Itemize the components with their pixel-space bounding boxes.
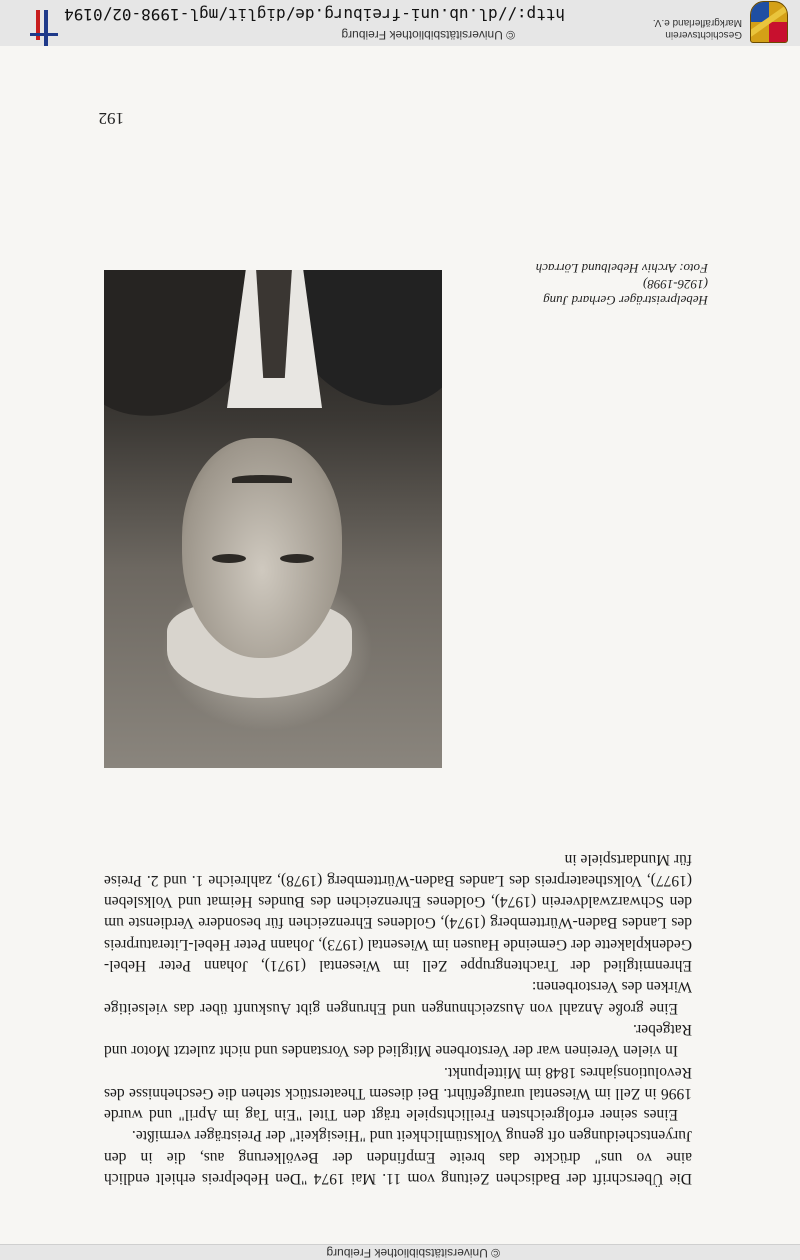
portrait-photo [104, 270, 442, 768]
copyright-line: © Universitätsbibliothek Freiburg [341, 28, 515, 42]
permalink-url[interactable]: http://dl.ub.uni-freiburg.de/diglit/mgl-1998-02/0194 [64, 5, 565, 24]
paragraph: Eine große Anzahl von Auszeichnungen und Ehrungen gibt Auskunft über das vielseitige Wirken des Verstorbenen: [104, 978, 692, 1017]
coat-of-arms-icon [750, 1, 788, 43]
association-line-1: Geschichtsverein [665, 29, 742, 40]
paragraph: Eines seiner erfolgreichsten Freilichtspiele trägt den Titel "Ein Tag im April" und wurde 1996 in Zell im Wiesental uraufgeführt. Bei diesem Theaterstück stehen die Geschehnisse des Revolutionsjahres 1848 im Mittelpunkt. [104, 1063, 692, 1124]
copyright-line-bottom: © Universitätsbibliothek Freiburg [326, 1246, 500, 1260]
association-name [653, 16, 742, 40]
paragraph: Ehrenmitglied der Trachtengruppe Zell im Wiesental (1971), Johann Peter Hebel-Gedenkplakette der Gemeinde Hausen im Wiesental (1973), Johann Peter Hebel-Literaturpreis des Landes Baden-Württemberg (1974), Goldenes Ehrenzeichen für besondere Verdienste um den Schwarzwaldverein (1974), Goldenes Ehrenzeichen des Bundes Heimat und Volksleben (1977), Volkstheaterpreis des Landes Baden-Württemberg (1978), zahlreiche 1. und 2. Preise für Mundartspiele in [104, 850, 692, 975]
caption-title: Hebelpreisträger Gerhard Jung [543, 293, 708, 308]
viewer-header [0, 0, 800, 47]
page-number: 192 [98, 109, 124, 128]
caption-years: (1926-1998) [643, 277, 708, 292]
body-text [104, 848, 692, 1189]
association-line-2: Markgräflerland e.V. [652, 17, 742, 28]
viewer-footer [0, 1244, 800, 1260]
caption-credit: Foto: Archiv Hebelbund Lörrach [535, 261, 708, 276]
photo-caption [468, 260, 708, 308]
library-logo-icon [26, 6, 62, 46]
paragraph: Die Überschrift der Badischen Zeitung vom 11. Mai 1974 "Den Hebelpreis erhielt endlich aine vo uns" drückte das breite Empfinden der Bevölkerung aus, die in den Juryentscheidungen oft genug Volkstümlichkeit und "Hiesigkeit" der Preisträger vermißte. [104, 1127, 692, 1187]
paragraph: In vielen Vereinen war der Verstorbene Mitglied des Vorstandes und nicht zuletzt Motor und Ratgeber. [104, 1020, 692, 1060]
scanned-page [0, 46, 800, 1244]
